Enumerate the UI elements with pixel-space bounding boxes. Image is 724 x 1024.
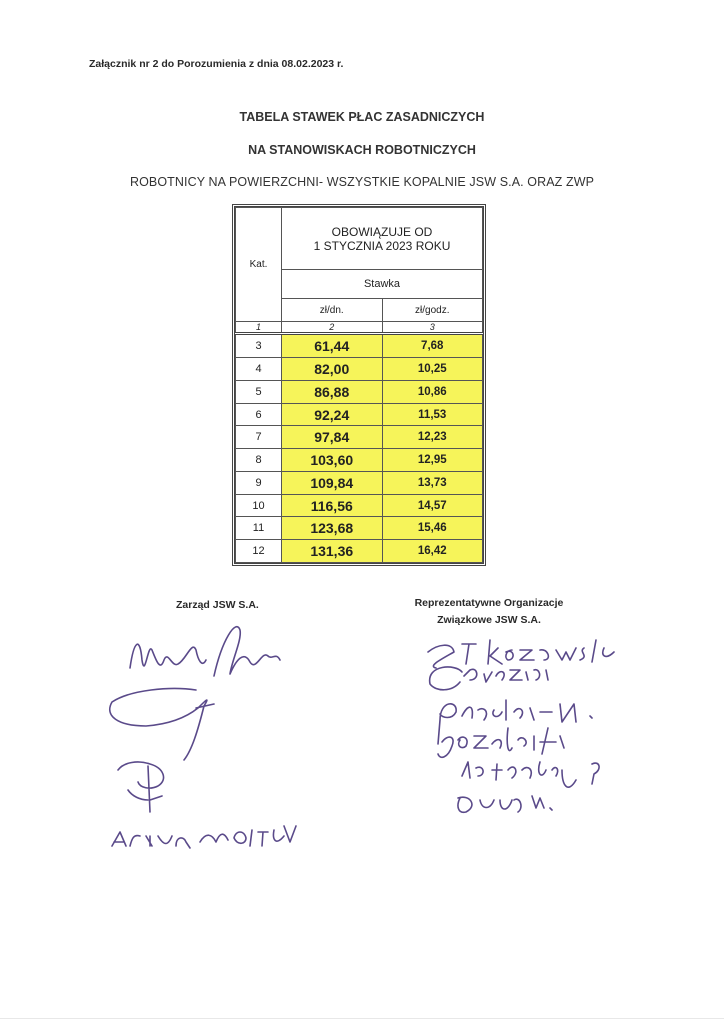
board-signature-2 bbox=[214, 627, 280, 676]
category-cell: 5 bbox=[236, 380, 282, 403]
union-signature-5 bbox=[462, 762, 599, 787]
page-title-line2: NA STANOWISKACH ROBOTNICZYCH bbox=[248, 143, 476, 157]
union-signature-title bbox=[404, 595, 574, 629]
category-cell: 12 bbox=[236, 540, 282, 563]
header-unit-day: zł/dn. bbox=[282, 299, 383, 322]
board-signature-1 bbox=[130, 644, 206, 668]
rate-per-day-cell: 131,36 bbox=[282, 540, 383, 563]
rate-per-day-cell: 82,00 bbox=[282, 358, 383, 381]
table-row bbox=[236, 426, 483, 449]
rates-table-frame bbox=[232, 204, 486, 566]
rate-per-hour-cell: 12,23 bbox=[382, 426, 483, 449]
column-number: 1 bbox=[236, 322, 282, 334]
rate-per-day-cell: 116,56 bbox=[282, 494, 383, 517]
category-cell: 9 bbox=[236, 471, 282, 494]
rate-per-hour-cell: 16,42 bbox=[382, 540, 483, 563]
table-row bbox=[236, 517, 483, 540]
category-cell: 8 bbox=[236, 449, 282, 472]
table-row bbox=[236, 403, 483, 426]
header-kat: Kat. bbox=[236, 208, 282, 322]
table-row bbox=[236, 471, 483, 494]
rate-per-hour-cell: 11,53 bbox=[382, 403, 483, 426]
header-rate: Stawka bbox=[282, 270, 483, 299]
rates-table-body bbox=[236, 334, 483, 563]
rate-per-day-cell: 61,44 bbox=[282, 334, 383, 358]
rate-per-hour-cell: 13,73 bbox=[382, 471, 483, 494]
table-row bbox=[236, 540, 483, 563]
rate-per-hour-cell: 12,95 bbox=[382, 449, 483, 472]
category-cell: 3 bbox=[236, 334, 282, 358]
rate-per-day-cell: 103,60 bbox=[282, 449, 383, 472]
category-cell: 6 bbox=[236, 403, 282, 426]
rate-per-hour-cell: 14,57 bbox=[382, 494, 483, 517]
header-valid-from bbox=[282, 208, 483, 270]
table-row bbox=[236, 358, 483, 381]
header-unit-hour: zł/godz. bbox=[382, 299, 483, 322]
board-signature-3 bbox=[110, 689, 214, 761]
table-row bbox=[236, 494, 483, 517]
rate-per-hour-cell: 15,46 bbox=[382, 517, 483, 540]
board-signature-6 bbox=[200, 826, 296, 846]
category-cell: 4 bbox=[236, 358, 282, 381]
union-title-line1: Reprezentatywne Organizacje bbox=[414, 597, 564, 609]
rate-per-day-cell: 92,24 bbox=[282, 403, 383, 426]
table-row bbox=[236, 334, 483, 358]
rate-per-hour-cell: 10,25 bbox=[382, 358, 483, 381]
page-subtitle: ROBOTNICY NA POWIERZCHNI- WSZYSTKIE KOPALNIE JSW S.A. ORAZ ZWP bbox=[129, 175, 595, 189]
annex-note: Załącznik nr 2 do Porozumienia z dnia 08.02.2023 r. bbox=[89, 58, 344, 70]
union-signature-1 bbox=[428, 640, 614, 668]
rates-table bbox=[235, 207, 483, 563]
rate-per-day-cell: 97,84 bbox=[282, 426, 383, 449]
table-row bbox=[236, 449, 483, 472]
page-title: TABELA STAWEK PŁAC ZASADNICZYCH bbox=[239, 110, 485, 124]
category-cell: 11 bbox=[236, 517, 282, 540]
union-signature-2 bbox=[430, 667, 548, 690]
union-signature-3 bbox=[438, 700, 592, 744]
rate-per-hour-cell: 7,68 bbox=[382, 334, 483, 358]
valid-from-line1: OBOWIĄZUJE OD bbox=[331, 224, 433, 239]
union-title-line2: Związkowe JSW S.A. bbox=[437, 614, 541, 626]
rate-per-day-cell: 86,88 bbox=[282, 380, 383, 403]
column-number: 3 bbox=[382, 322, 483, 334]
board-signature-title: Zarząd JSW S.A. bbox=[176, 599, 259, 611]
page-edge-line bbox=[0, 1018, 724, 1019]
category-cell: 7 bbox=[236, 426, 282, 449]
table-row bbox=[236, 380, 483, 403]
union-signature-4 bbox=[438, 728, 564, 757]
rate-per-day-cell: 109,84 bbox=[282, 471, 383, 494]
union-signature-6 bbox=[458, 796, 552, 812]
board-signature-4 bbox=[118, 762, 164, 812]
valid-from-line2: 1 STYCZNIA 2023 ROKU bbox=[313, 238, 451, 253]
category-cell: 10 bbox=[236, 494, 282, 517]
rate-per-day-cell: 123,68 bbox=[282, 517, 383, 540]
column-number: 2 bbox=[282, 322, 383, 334]
board-signature-5 bbox=[112, 832, 190, 848]
rate-per-hour-cell: 10,86 bbox=[382, 380, 483, 403]
